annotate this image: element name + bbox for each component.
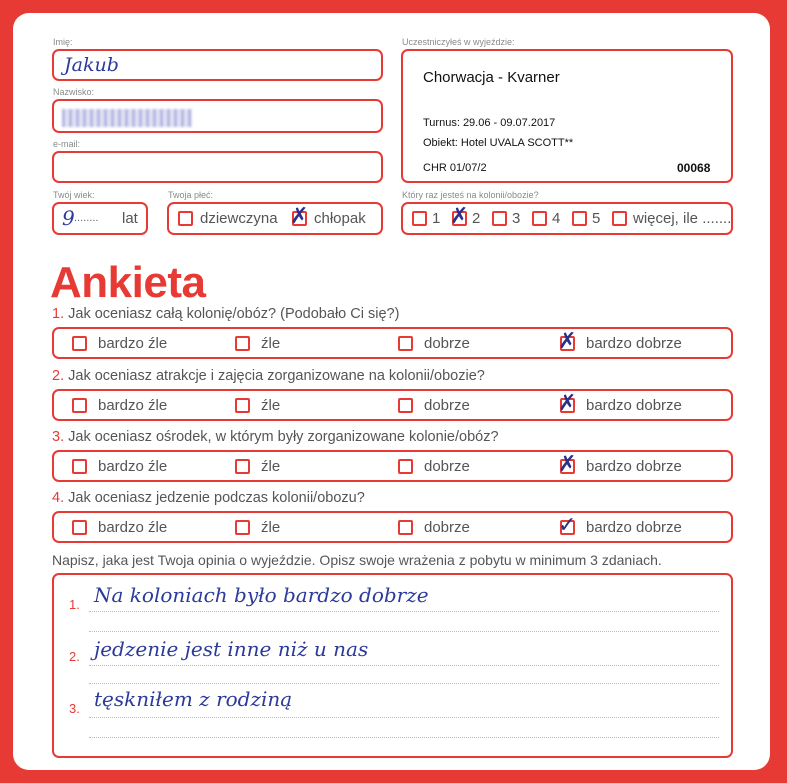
event-destination: Chorwacja - Kvarner	[423, 69, 560, 86]
rating-checkbox[interactable]	[235, 520, 250, 535]
rating-checkbox[interactable]	[398, 336, 413, 351]
rating-checkbox[interactable]	[72, 398, 87, 413]
checked-mark-icon: ✗	[558, 391, 577, 416]
question-text: Jak oceniasz atrakcje i zajęcia zorganizowane na kolonii/obozie?	[68, 368, 485, 384]
times-label-3: 3	[512, 210, 521, 227]
rating-checkbox[interactable]	[558, 329, 577, 354]
rating-label: bardzo źle	[98, 519, 168, 536]
event-object: Obiekt: Hotel UVALA SCOTT**	[423, 137, 574, 149]
gender-male-label: chłopak	[314, 210, 366, 227]
question-number: 2.	[52, 368, 65, 384]
rating-label: bardzo źle	[98, 335, 168, 352]
rating-label: bardzo dobrze	[586, 335, 682, 352]
event-box	[401, 49, 733, 183]
age-field[interactable]	[52, 202, 148, 235]
times-field	[401, 202, 733, 235]
times-label-2: 2	[472, 210, 481, 227]
rating-label: bardzo źle	[98, 397, 168, 414]
rating-label: dobrze	[424, 458, 470, 475]
rating-label: dobrze	[424, 519, 470, 536]
name-field[interactable]	[52, 49, 383, 81]
surname-label: Nazwisko:	[53, 87, 95, 97]
event-label: Uczestniczyłeś w wyjeździe:	[402, 37, 515, 47]
rating-checkbox[interactable]	[235, 398, 250, 413]
name-label: Imię:	[53, 37, 73, 47]
rating-row-3	[52, 450, 733, 482]
writing-line	[89, 683, 719, 684]
rating-checkbox[interactable]	[398, 520, 413, 535]
age-dots: ........	[74, 212, 99, 224]
rating-checkbox[interactable]	[72, 459, 87, 474]
rating-label: bardzo dobrze	[586, 458, 682, 475]
gender-male-checkbox[interactable]	[290, 204, 309, 229]
opinion-line-2: jedzenie jest inne niż u nas	[94, 637, 369, 661]
checked-mark-icon: ✗	[290, 204, 309, 229]
times-label-4: 4	[552, 210, 561, 227]
question-4	[52, 490, 365, 506]
writing-line	[89, 611, 719, 612]
opinion-line-number: 2.	[69, 649, 80, 664]
survey-sheet	[13, 13, 770, 770]
question-text: Jak oceniasz ośrodek, w którym były zorganizowane kolonie/obóz?	[68, 429, 499, 445]
checked-mark-icon: ✗	[450, 204, 469, 229]
opinion-prompt: Napisz, jaka jest Twoja opinia o wyjeździe. Opisz swoje wrażenia z pobytu w minimum 3 zdaniach.	[52, 552, 662, 568]
opinion-line-number: 3.	[69, 701, 80, 716]
opinion-line-1: Na koloniach było bardzo dobrze	[94, 583, 429, 607]
rating-checkbox[interactable]	[398, 459, 413, 474]
rating-checkbox[interactable]	[235, 459, 250, 474]
redacted-surname	[62, 109, 192, 127]
times-checkbox-more[interactable]	[612, 211, 627, 226]
checked-mark-icon: ✗	[558, 329, 577, 354]
name-value: Jakub	[64, 54, 119, 76]
times-label-5: 5	[592, 210, 601, 227]
rating-label: dobrze	[424, 335, 470, 352]
event-code: CHR 01/07/2	[423, 162, 487, 174]
question-text: Jak oceniasz jedzenie podczas kolonii/obozu?	[68, 490, 365, 506]
age-label: Twój wiek:	[53, 190, 95, 200]
question-number: 3.	[52, 429, 65, 445]
checked-mark-icon: ✗	[558, 452, 577, 477]
rating-label: bardzo źle	[98, 458, 168, 475]
times-checkbox-4[interactable]	[532, 211, 547, 226]
rating-label: źle	[261, 335, 281, 352]
rating-checkbox[interactable]	[398, 398, 413, 413]
times-label-1: 1	[432, 210, 441, 227]
rating-label: źle	[261, 458, 281, 475]
checked-mark-icon: ✓	[558, 513, 577, 538]
rating-checkbox[interactable]	[558, 452, 577, 477]
age-value: 9	[62, 206, 75, 230]
question-number: 4.	[52, 490, 65, 506]
times-more-label: więcej, ile .......	[633, 210, 732, 227]
rating-checkbox[interactable]	[558, 391, 577, 416]
writing-line	[89, 631, 719, 632]
question-3	[52, 429, 499, 445]
gender-label: Twoja płeć:	[168, 190, 214, 200]
question-text: Jak oceniasz całą kolonię/obóz? (Podobało Ci się?)	[68, 306, 400, 322]
opinion-line-3: tęskniłem z rodziną	[94, 687, 293, 711]
times-label: Który raz jesteś na kolonii/obozie?	[402, 190, 539, 200]
rating-label: źle	[261, 397, 281, 414]
times-checkbox-1[interactable]	[412, 211, 427, 226]
rating-row-2	[52, 389, 733, 421]
question-2	[52, 368, 485, 384]
age-unit: lat	[122, 210, 138, 227]
gender-female-checkbox[interactable]	[178, 211, 193, 226]
rating-label: źle	[261, 519, 281, 536]
question-1	[52, 306, 399, 322]
surname-field[interactable]	[52, 99, 383, 133]
gender-female-label: dziewczyna	[200, 210, 278, 227]
rating-label: bardzo dobrze	[586, 397, 682, 414]
question-number: 1.	[52, 306, 65, 322]
rating-checkbox[interactable]	[72, 336, 87, 351]
writing-line	[89, 717, 719, 718]
times-checkbox-2[interactable]	[450, 204, 469, 229]
event-turnus: Turnus: 29.06 - 09.07.2017	[423, 117, 556, 129]
page-title: Ankieta	[50, 258, 206, 307]
rating-checkbox[interactable]	[235, 336, 250, 351]
rating-checkbox[interactable]	[558, 513, 577, 538]
writing-line	[89, 737, 719, 738]
rating-row-1	[52, 327, 733, 359]
opinion-line-number: 1.	[69, 597, 80, 612]
times-checkbox-5[interactable]	[572, 211, 587, 226]
rating-checkbox[interactable]	[72, 520, 87, 535]
writing-line	[89, 665, 719, 666]
email-label: e-mail:	[53, 139, 81, 149]
rating-label: dobrze	[424, 397, 470, 414]
email-field[interactable]	[52, 151, 383, 183]
gender-field	[167, 202, 383, 235]
event-number: 00068	[677, 161, 711, 175]
rating-label: bardzo dobrze	[586, 519, 682, 536]
rating-row-4	[52, 511, 733, 543]
times-checkbox-3[interactable]	[492, 211, 507, 226]
opinion-box[interactable]	[52, 573, 733, 758]
